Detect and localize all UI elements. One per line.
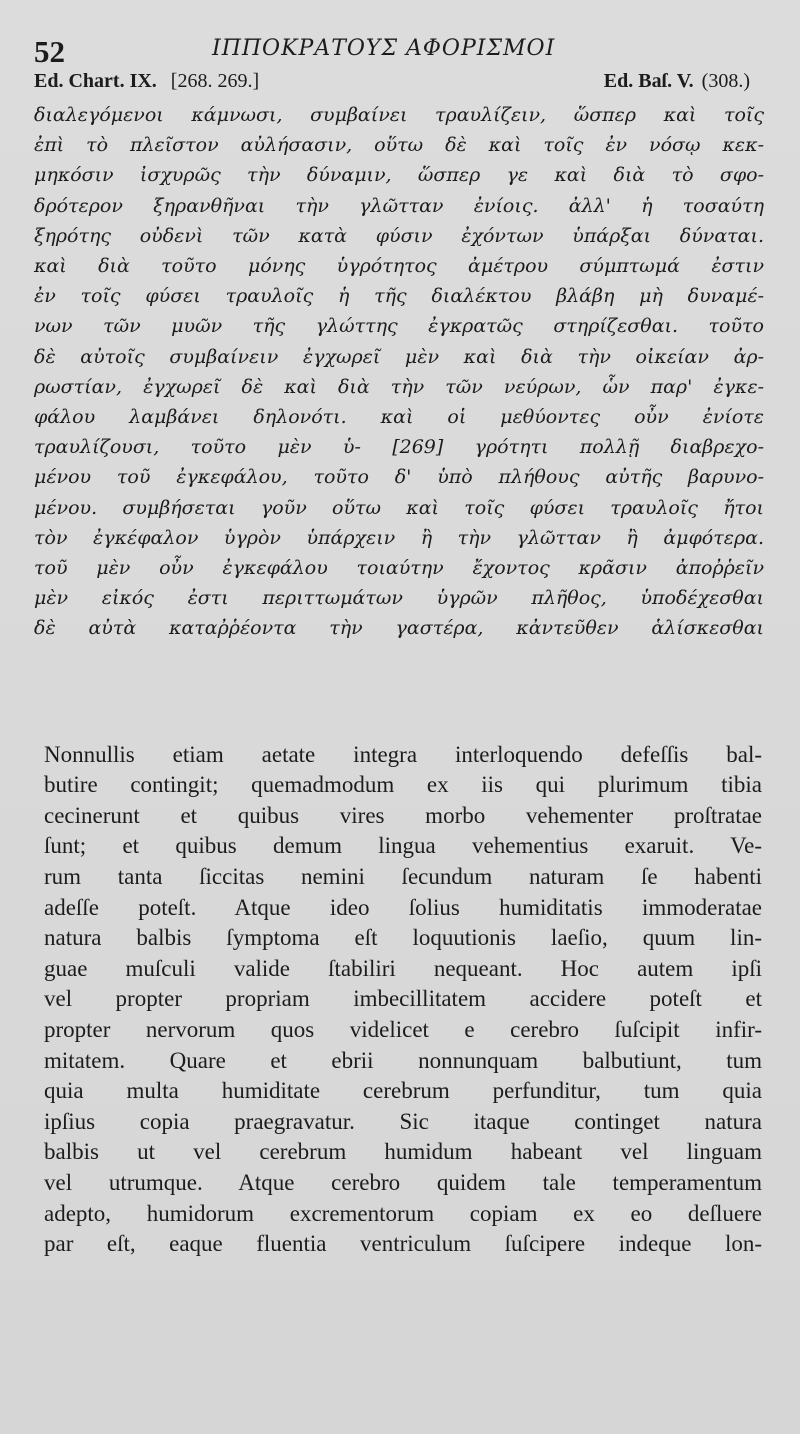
greek-text (34, 100, 764, 644)
greek-line: δὲ αὐτὰ καταῤῥέοντα τὴν γαστέρα, κἀντεῦθεν ἁλίσκεσθαι (34, 617, 764, 640)
greek-line: καὶ διὰ τοῦτο μόνης ὑγρότητος ἀμέτρου σύμπτωμά ἐστιν (34, 255, 764, 278)
latin-line: balbis ut vel cerebrum humidum habeant vel linguam (44, 1139, 762, 1165)
greek-line: ἐν τοῖς φύσει τραυλοῖς ἡ τῆς διαλέκτου βλάβη μὴ δυναμέ- (34, 285, 764, 308)
latin-line: rum tanta ſiccitas nemini ſecundum naturam ſe habenti (44, 864, 762, 890)
greek-line: μένου τοῦ ἐγκεφάλου, τοῦτο δ' ὑπὸ πλήθους αὐτῆς βαρυνο- (34, 466, 764, 489)
latin-line: adepto, humidorum excrementorum copiam ex eo deſluere (44, 1200, 762, 1226)
greek-line: ξηρότης οὐδενὶ τῶν κατὰ φύσιν ἐχόντων ὑπάρξαι δύναται. (34, 224, 764, 247)
greek-line: νων τῶν μυῶν τῆς γλώττης ἐγκρατῶς στηρίζεσθαι. τοῦτο (34, 315, 764, 338)
latin-line: adeſſe poteſt. Atque ideo ſolius humiditatis immoderatae (44, 894, 762, 920)
greek-line: τοῦ μὲν οὖν ἐγκεφάλου τοιαύτην ἔχοντος κρᾶσιν ἀποῤῥεῖν (34, 557, 764, 580)
greek-line: δρότερον ξηρανθῆναι τὴν γλῶτταν ἐνίοις. ἀλλ' ἡ τοσαύτη (34, 194, 764, 217)
column-gap (34, 644, 764, 740)
greek-line: ἐπὶ τὸ πλεῖστον αὐλήσασιν, οὕτω δὲ καὶ τοῖς ἐν νόσῳ κεκ- (34, 134, 764, 157)
edition-chartier-pages: [268. 269.] (170, 70, 260, 92)
latin-line: guae muſculi valide ſtabiliri nequeant. Hoc autem ipſi (44, 955, 762, 981)
latin-line: ipſius copia praegravatur. Sic itaque continget natura (44, 1108, 762, 1134)
edition-basel-label: Ed. Baſ. V. (603, 70, 694, 92)
latin-line: cecinerunt et quibus vires morbo vehementer proſtratae (44, 802, 762, 828)
latin-line: mitatem. Quare et ebrii nonnunquam balbutiunt, tum (44, 1047, 762, 1073)
running-head (34, 30, 764, 70)
latin-line: butire contingit; quemadmodum ex iis qui plurimum tibia (44, 772, 762, 798)
greek-line: διαλεγόμενοι κάμνωσι, συμβαίνει τραυλίζειν, ὥσπερ καὶ τοῖς (34, 104, 764, 126)
edition-basel-pages: (308.) (701, 70, 750, 92)
greek-line: μένου. συμβήσεται γοῦν οὕτω καὶ τοῖς φύσει τραυλοῖς ἤτοι (34, 496, 764, 519)
greek-line: τραυλίζουσι, τοῦτο μὲν ὑ- [269] γρότητι πολλῇ διαβρεχο- (34, 436, 764, 459)
latin-line: vel propter propriam imbecillitatem accidere poteſt et (44, 986, 762, 1012)
latin-line: ſunt; et quibus demum lingua vehementius exaruit. Ve- (44, 833, 762, 859)
edition-chartier-label: Ed. Chart. IX. (34, 70, 157, 92)
latin-line: par eſt, eaque fluentia ventriculum ſuſcipere indeque lon- (44, 1231, 762, 1257)
edition-line (34, 70, 764, 100)
page-number: 52 (34, 34, 65, 69)
greek-line: φάλου λαμβάνει δηλονότι. καὶ οἱ μεθύοντες οὖν ἐνίοτε (34, 406, 764, 429)
greek-line: ρωστίαν, ἐγχωρεῖ δὲ καὶ διὰ τὴν τῶν νεύρων, ὧν παρ' ἐγκε- (34, 375, 764, 398)
greek-line: μὲν εἰκός ἐστι περιττωμάτων ὑγρῶν πλῆθος, ὑποδέχεσθαι (34, 587, 764, 610)
latin-line: propter nervorum quos videlicet e cerebro ſuſcipit infir- (44, 1017, 762, 1042)
greek-line: τὸν ἐγκέφαλον ὑγρὸν ὑπάρχειν ἢ τὴν γλῶτταν ἢ ἀμφότερα. (34, 526, 764, 549)
latin-text (34, 740, 764, 1260)
edition-chartier (34, 70, 259, 93)
latin-line: quia multa humiditate cerebrum perfunditur, tum quia (44, 1078, 762, 1104)
latin-line: Nonnullis etiam aetate integra interloquendo defeſſis bal- (44, 741, 762, 767)
greek-line: μηκόσιν ἰσχυρῶς τὴν δύναμιν, ὥσπερ γε καὶ διὰ τὸ σφο- (34, 164, 764, 187)
latin-line: vel utrumque. Atque cerebro quidem tale temperamentum (44, 1169, 762, 1195)
running-title: ΙΠΠΟΚΡΑΤΟΥΣ ΑΦΟΡΙΣΜΟΙ (212, 36, 556, 61)
greek-line: δὲ αὐτοῖς συμβαίνειν ἐγχωρεῖ μὲν καὶ διὰ τὴν οἰκείαν ἀρ- (34, 345, 764, 368)
latin-line: natura balbis ſymptoma eſt loquutionis laeſio, quum lin- (44, 925, 762, 951)
edition-basel (604, 70, 750, 93)
